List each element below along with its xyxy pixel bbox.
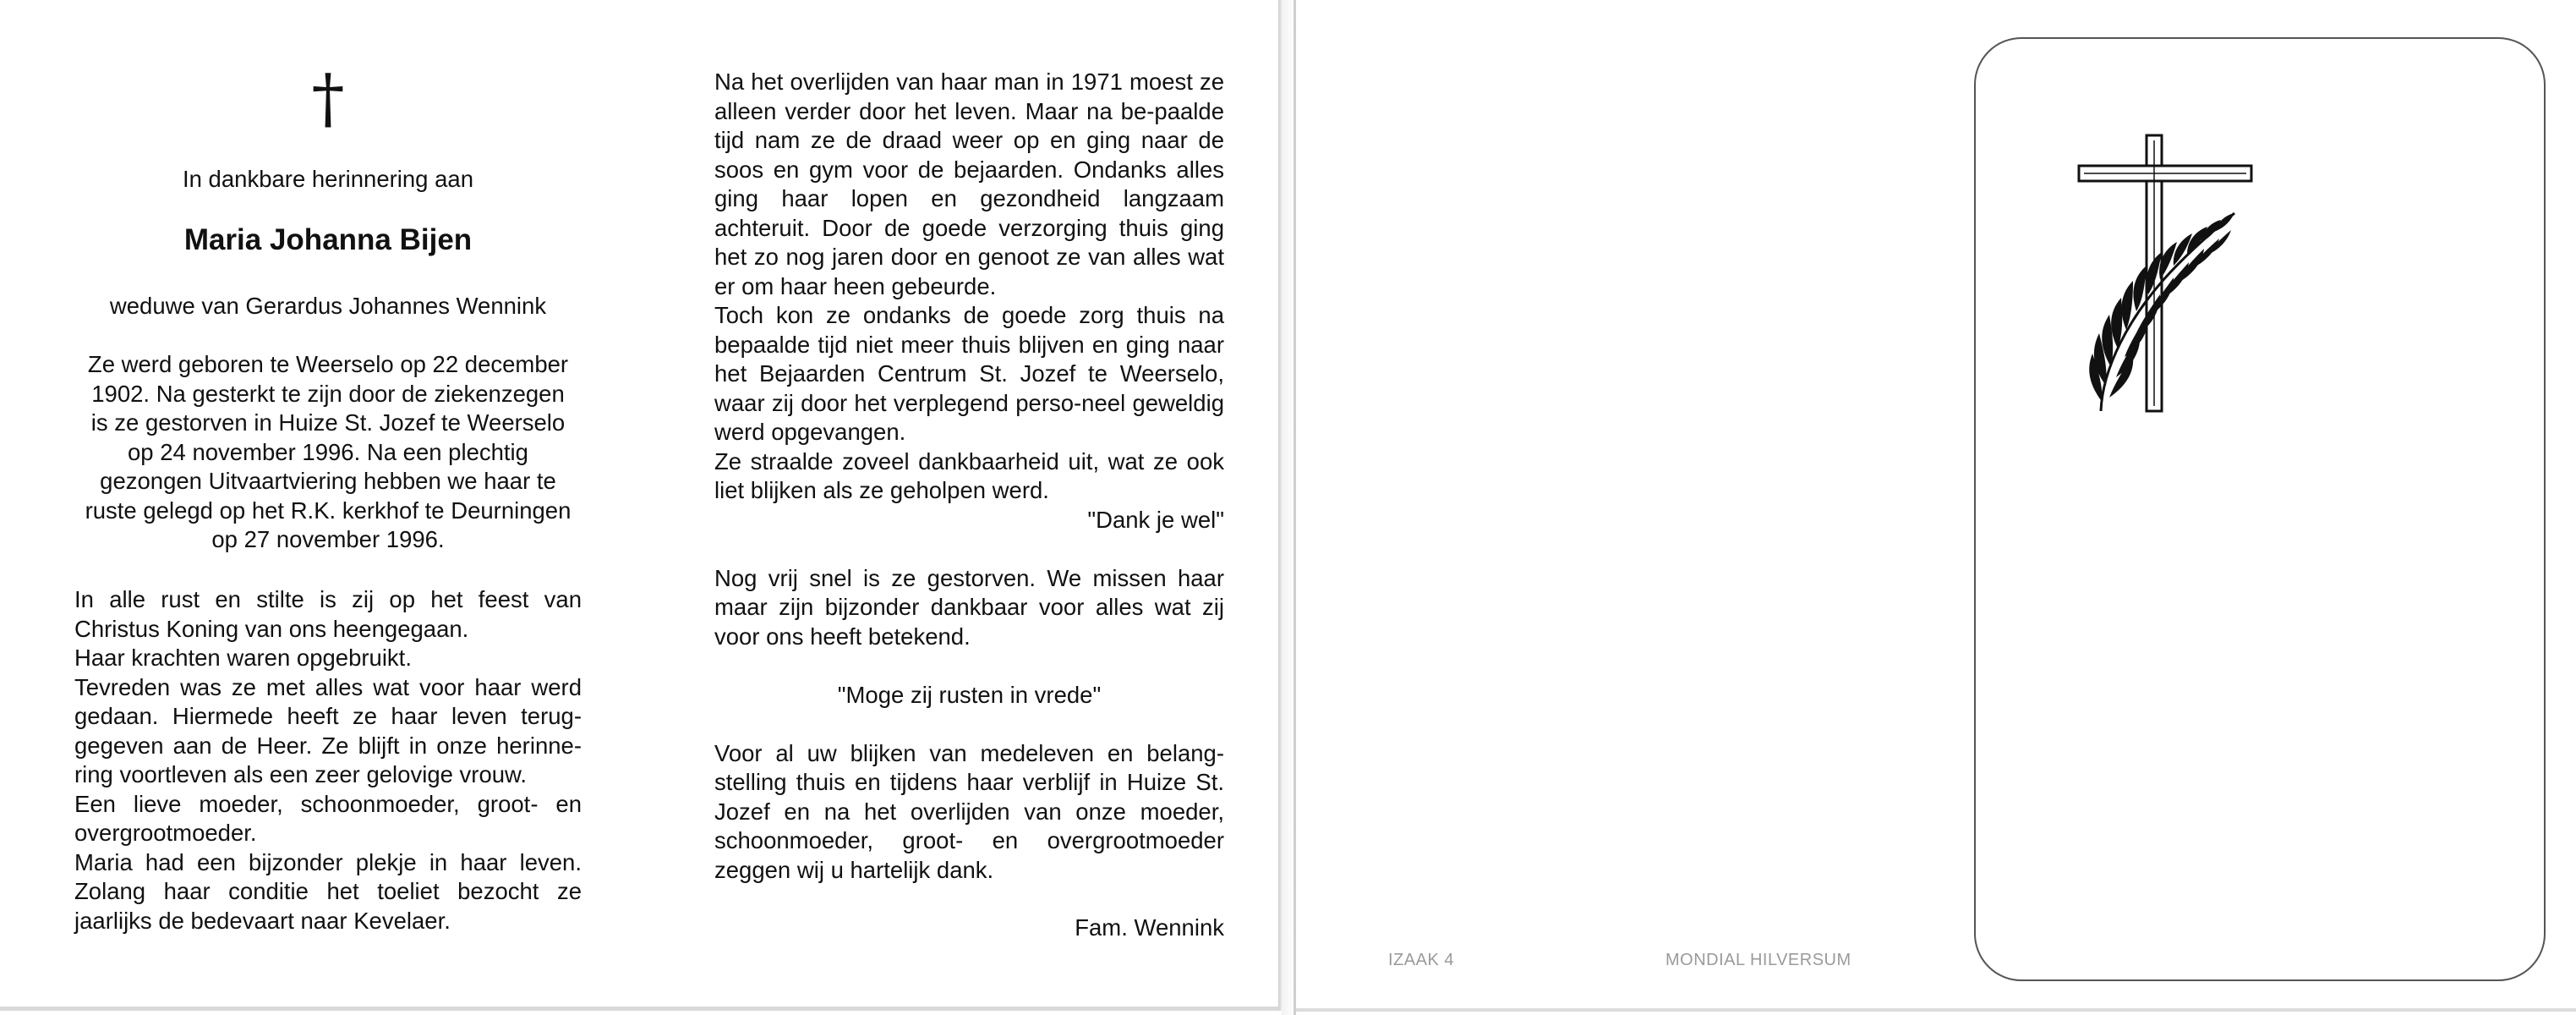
paragraph: Tevreden was ze met alles wat voor haar werd gedaan. Hiermede heeft ze haar leven terug-gegeven aan de Heer. Ze blijft in onze herinne-ring voortleven als een zeer gelovige vrouw. bbox=[74, 673, 582, 787]
paragraph: Toch kon ze ondanks de goede zorg thuis na bepaalde tijd niet meer thuis blijven en ging naar het Bejaarden Centrum St. Jozef te Weerselo, waar zij door het verplegend perso-neel geweldig werd opgevangen. bbox=[714, 302, 1224, 445]
cross-with-palm-icon bbox=[1976, 39, 2544, 979]
printer-imprint: MONDIAL HILVERSUM bbox=[1665, 951, 1851, 969]
bio-line: gezongen Uitvaartviering hebben we haar te bbox=[100, 468, 556, 494]
family-signature: Fam. Wennink bbox=[1075, 914, 1224, 941]
paragraph: Een lieve moeder, schoonmoeder, groot- en overgrootmoeder. bbox=[74, 790, 582, 846]
cross-icon: † bbox=[311, 61, 345, 137]
paragraph: Nog vrij snel is ze gestorven. We missen haar maar zijn bijzonder dankbaar voor alles wat zij voor ons heeft betekend. bbox=[714, 564, 1224, 650]
biography-block bbox=[74, 350, 582, 555]
dank-quote: "Dank je wel" bbox=[1087, 506, 1224, 533]
widow-of-text: weduwe van Gerardus Johannes Wennink bbox=[109, 293, 547, 319]
paragraph: Maria had een bijzonder plekje in haar leven. Zolang haar conditie het toeliet bezocht ze jaarlijks de bedevaart naar Kevelaer. bbox=[74, 848, 582, 934]
bio-line: op 27 november 1996. bbox=[211, 526, 445, 552]
paragraph: In alle rust en stilte is zij op het feest van Christus Koning van ons heengegaan. bbox=[74, 586, 582, 642]
right-column-text bbox=[714, 68, 1224, 943]
bio-line: ruste gelegd op het R.K. kerkhof te Deurningen bbox=[85, 497, 572, 524]
paragraph: Voor al uw blijken van medeleven en belang-stelling thuis en tijdens haar verblijf in Huize St. Jozef en na het overlijden van onze moeder, schoonmoeder, groot- en overgrootmoeder zeggen wij u hartelijk dank. bbox=[714, 739, 1224, 883]
paragraph: Haar krachten waren opgebruikt. bbox=[74, 645, 412, 671]
left-column-text bbox=[74, 585, 582, 935]
deceased-name: Maria Johanna Bijen bbox=[183, 223, 473, 256]
inside-spread bbox=[0, 0, 1285, 1011]
bio-line: 1902. Na gesterkt te zijn door de ziekenzegen bbox=[91, 380, 565, 407]
rest-quote: "Moge zij rusten in vrede" bbox=[837, 681, 1102, 708]
paragraph: Na het overlijden van haar man in 1971 moest ze alleen verder door het leven. Maar na be-paalde tijd nam ze de draad weer op en ging naar de soos en gym voor de bejaarden. Ondanks alles ging haar lopen en gezondheid langzaam achteruit. Door de goede verzorging thuis ging het zo nog jaren door en genoot ze van alles wat er om haar heen gebeurde. bbox=[714, 69, 1224, 299]
model-imprint: IZAAK 4 bbox=[1388, 951, 1454, 969]
paragraph: Ze straalde zoveel dankbaarheid uit, wat ze ook liet blijken als ze geholpen werd. bbox=[714, 447, 1224, 503]
front-cover-panel bbox=[1974, 37, 2546, 981]
intro-text: In dankbare herinnering aan bbox=[182, 166, 473, 192]
bio-line: Ze werd geboren te Weerselo op 22 december bbox=[87, 351, 569, 377]
bio-line: op 24 november 1996. Na een plechtig bbox=[128, 438, 528, 465]
bio-line: is ze gestorven in Huize St. Jozef te Weerselo bbox=[90, 409, 566, 436]
